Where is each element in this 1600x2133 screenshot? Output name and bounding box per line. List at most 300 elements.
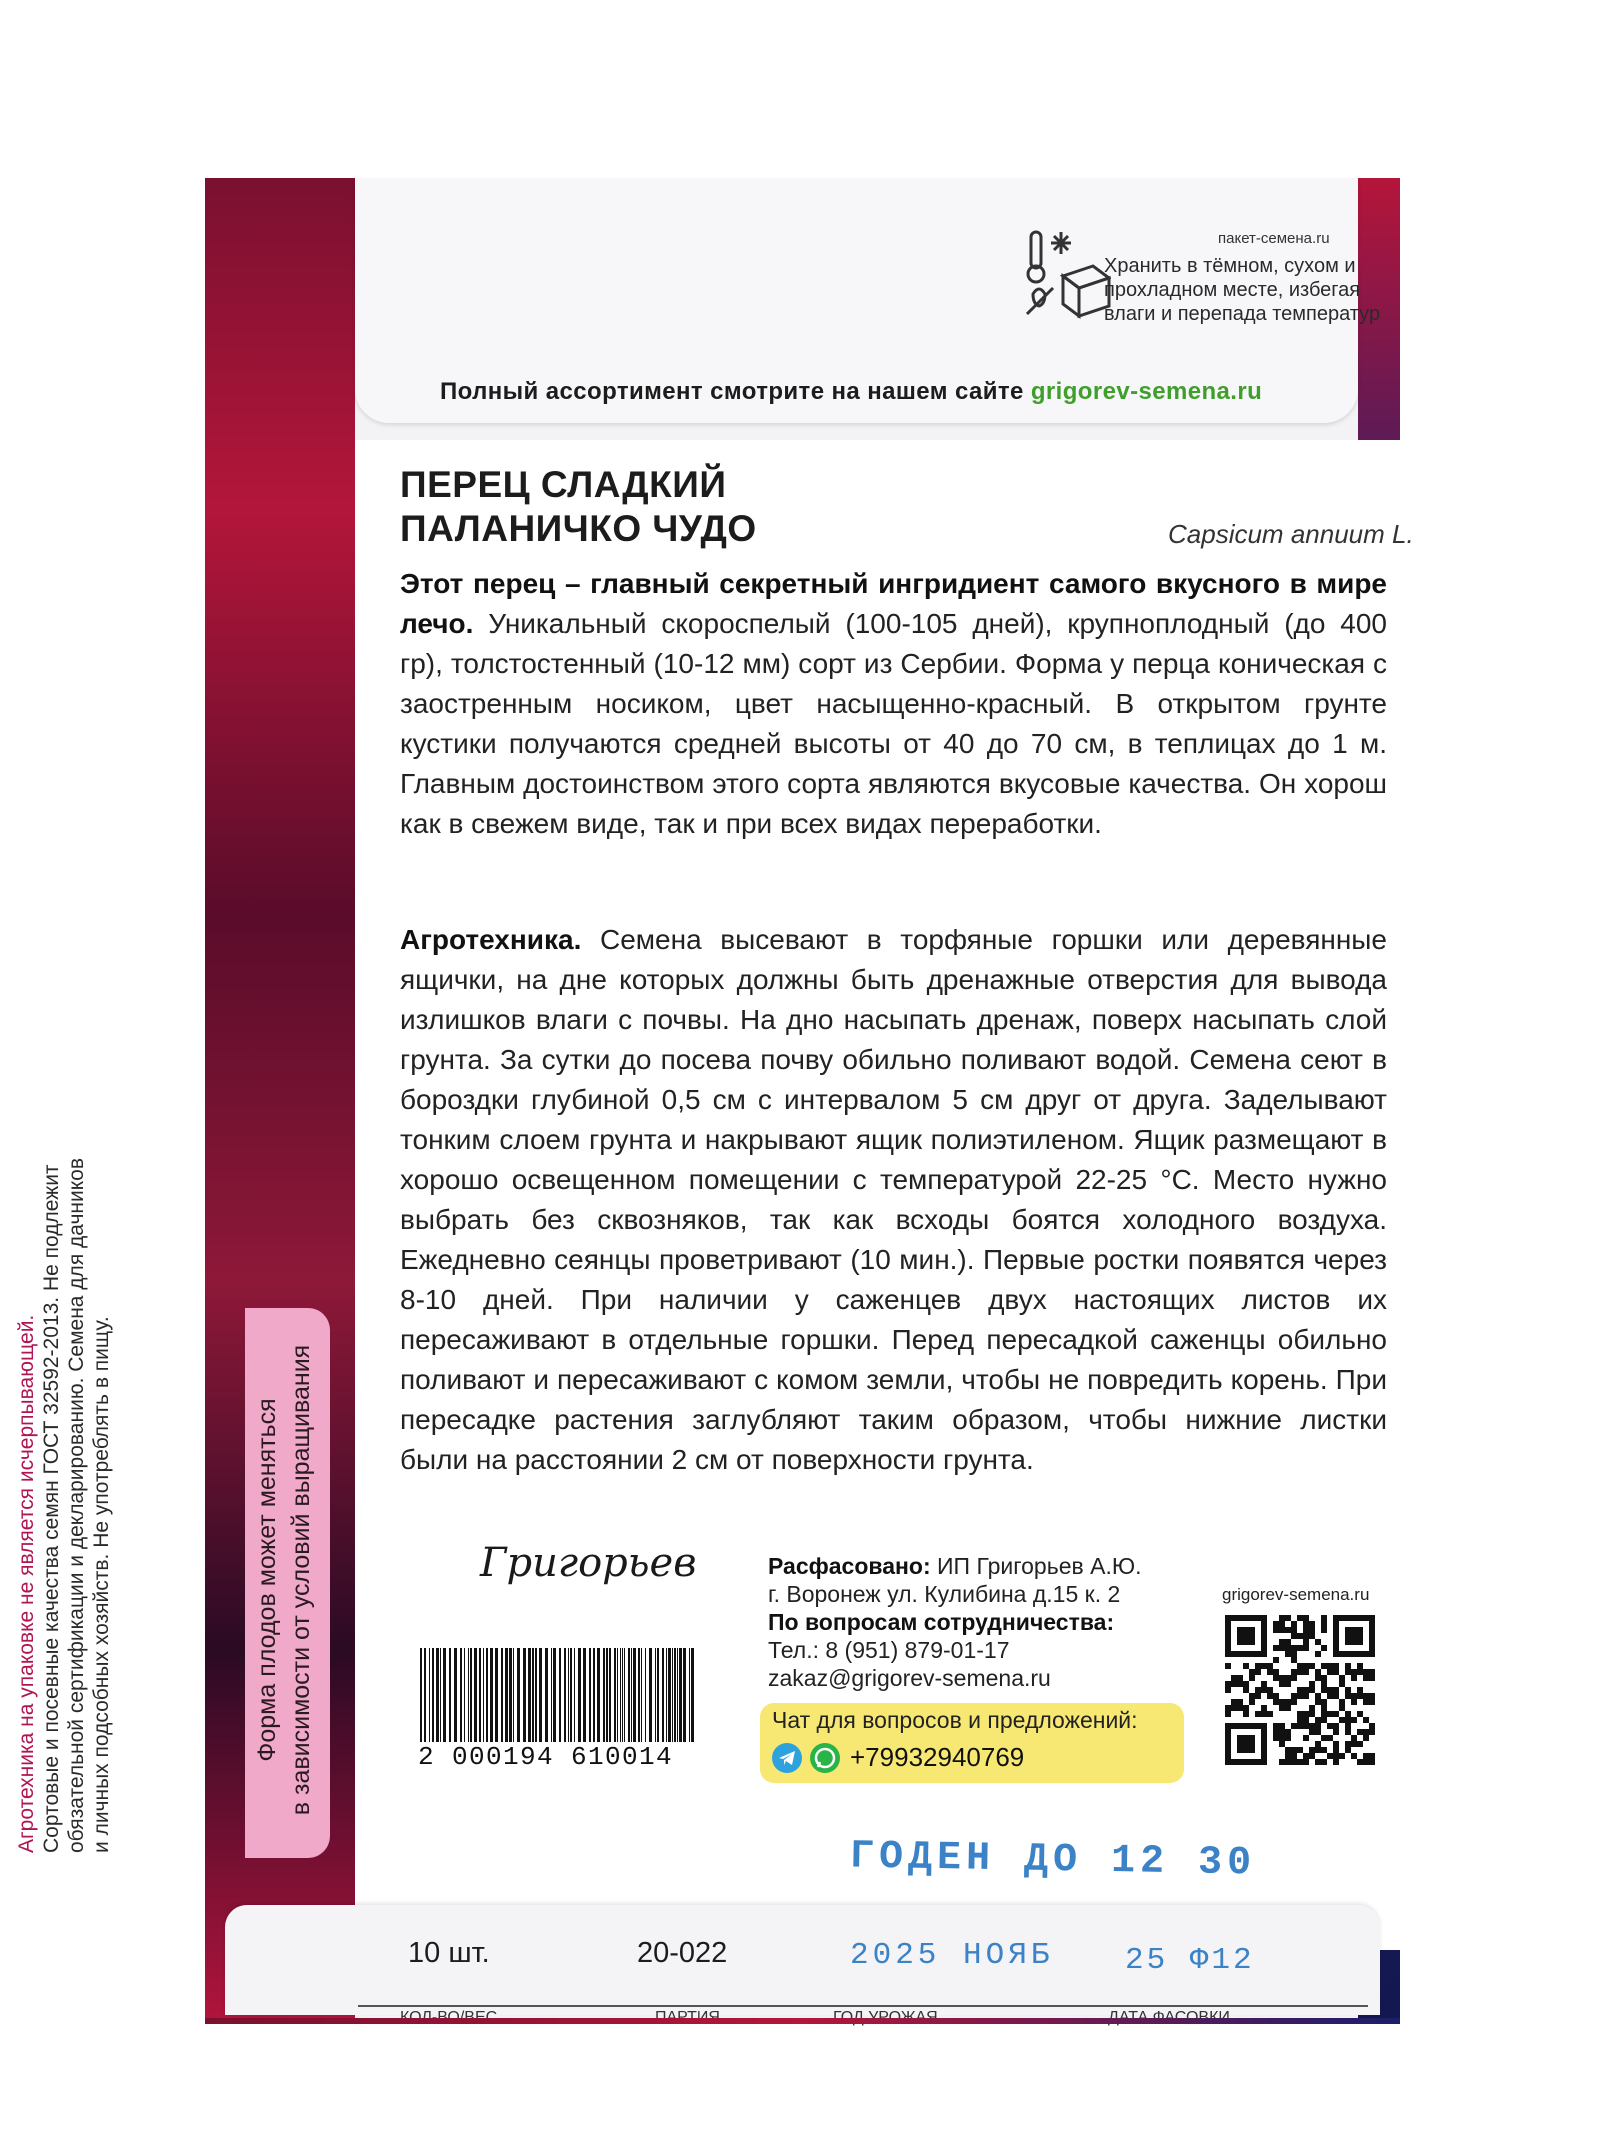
pink-note-line-1: Форма плодов может меняться [253,1398,281,1762]
barcode-number: 2 000194 610014 [418,1742,674,1772]
qr-module [1273,1657,1279,1663]
qr-module [1309,1627,1315,1633]
description-lead: Этот перец – главный секретный ингридиент самого вкусного в мире лечо. [400,568,1387,639]
qr-module [1309,1711,1315,1717]
pink-note-line-2: в зависимости от условий выращивания [287,1344,315,1816]
barcode-bar [559,1648,561,1742]
chat-box [760,1703,1184,1783]
qr-module [1357,1663,1363,1669]
qr-module [1321,1627,1327,1633]
qr-module [1273,1621,1279,1627]
qr-module [1249,1699,1255,1705]
barcode-bar [449,1648,451,1742]
qr-module [1303,1627,1309,1633]
qr-module [1333,1687,1339,1693]
qr-module [1285,1645,1291,1651]
qr-module [1351,1741,1357,1747]
qr-module [1285,1681,1291,1687]
side-line-1: Агротехника на упаковке не является исчерпывающей. [15,1314,38,1853]
qr-module [1243,1711,1249,1717]
qr-module [1261,1681,1267,1687]
qr-module [1291,1621,1297,1627]
qr-module [1309,1723,1315,1729]
qr-module [1273,1675,1279,1681]
qr-module [1315,1723,1321,1729]
barcode-bar [551,1648,552,1742]
qr-module [1309,1705,1315,1711]
barcode-bar [683,1648,686,1742]
qr-module [1273,1645,1279,1651]
qr-module [1291,1753,1297,1759]
qr-module [1351,1693,1357,1699]
qr-module [1345,1669,1351,1675]
barcode-bar [535,1648,537,1742]
qr-module [1351,1735,1357,1741]
qr-module [1321,1681,1327,1687]
qr-module [1279,1681,1285,1687]
qr-module [1237,1735,1255,1753]
qr-module [1321,1759,1327,1765]
qr-module [1321,1699,1327,1705]
packing-stamp: 25 Ф12 [1125,1943,1255,1978]
qr-module [1333,1693,1339,1699]
barcode-bar [432,1648,434,1742]
barcode-bar [691,1648,694,1742]
qr-module [1291,1699,1297,1705]
qr-module [1291,1747,1297,1753]
storage-instructions: Хранить в тёмном, сухом и прохладном месте, избегая влаги и перепада температур [1104,255,1381,325]
qr-module [1345,1723,1351,1729]
qr-module [1333,1747,1339,1753]
qr-module [1351,1753,1357,1759]
qr-module [1333,1723,1339,1729]
qr-module [1291,1723,1297,1729]
qr-module [1315,1747,1321,1753]
qr-module [1255,1711,1261,1717]
packed-label: Расфасовано: [768,1553,931,1579]
qr-module [1279,1705,1285,1711]
harvest-stamp: 2025 НОЯБ [850,1938,1054,1973]
barcode-bar [677,1648,678,1742]
barcode-bar [474,1648,477,1742]
barcode-bar [657,1648,659,1742]
qr-module [1285,1705,1291,1711]
qr-module [1285,1627,1291,1633]
barcode-bar [649,1648,652,1742]
qr-module [1363,1699,1369,1705]
barcode-bar [614,1648,616,1742]
qr-module [1255,1669,1261,1675]
qr-module [1303,1759,1309,1765]
qr-module [1339,1717,1345,1723]
barcode-bar [490,1648,493,1742]
qr-module [1291,1669,1297,1675]
barcode-bar [589,1648,591,1742]
qr-module [1303,1693,1309,1699]
qr-module [1279,1615,1285,1621]
qr-module [1273,1627,1279,1633]
qr-module [1327,1753,1333,1759]
barcode-bar [628,1648,630,1742]
qr-module [1297,1663,1303,1669]
qr-module [1279,1675,1285,1681]
qr-module [1321,1645,1327,1651]
qr-module [1351,1675,1357,1681]
qr-module [1303,1669,1309,1675]
barcode-bar [603,1648,605,1742]
barcode-bar [624,1648,625,1742]
barcode-bar [633,1648,636,1742]
qr-module [1357,1687,1363,1693]
barcode-bar [468,1648,469,1742]
qr-module [1243,1687,1249,1693]
qr-module [1297,1687,1303,1693]
qr-code[interactable] [1225,1615,1375,1765]
qr-module [1327,1669,1333,1675]
address: г. Воронеж ул. Кулибина д.15 к. 2 [768,1581,1121,1607]
qr-module [1339,1699,1345,1705]
barcode-bar [424,1648,426,1742]
qr-module [1231,1681,1237,1687]
packet-bottom-edge [205,2018,1400,2024]
barcode-bar [505,1648,508,1742]
qr-module [1363,1669,1369,1675]
barcode-bar [617,1648,618,1742]
qr-module [1291,1675,1297,1681]
qr-module [1261,1705,1267,1711]
barcode-bar [528,1648,531,1742]
qr-module [1285,1615,1291,1621]
qr-module [1339,1681,1345,1687]
phone: Тел.: 8 (951) 879-01-17 [768,1637,1010,1663]
qr-module [1225,1681,1231,1687]
qr-module [1267,1669,1273,1675]
chat-phone[interactable]: +79932940769 [850,1742,1025,1772]
qr-module [1363,1717,1369,1723]
barcode-bar [440,1648,441,1742]
qr-module [1339,1675,1345,1681]
assortment-line [440,378,1262,406]
qr-module [1237,1681,1243,1687]
qr-module [1345,1693,1351,1699]
qr-module [1333,1759,1339,1765]
agrotech-paragraph [400,920,1387,1480]
qr-module [1333,1663,1339,1669]
description-paragraph [400,564,1387,844]
whatsapp-icon[interactable] [810,1743,840,1773]
expiry-stamp: ГОДЕН ДО 12 30 [849,1834,1257,1887]
qr-module [1369,1699,1375,1705]
packed-value: ИП Григорьев А.Ю. [930,1553,1142,1579]
qr-module [1243,1663,1249,1669]
qr-module [1303,1711,1309,1717]
barcode-bar [564,1648,566,1742]
qr-module [1285,1639,1291,1645]
barcode-bar [620,1648,621,1742]
qr-site-label: grigorev-semena.ru [1222,1585,1370,1604]
barcode-bar [570,1648,572,1742]
qr-module [1303,1639,1309,1645]
contacts-block [768,1552,1141,1692]
qr-module [1255,1693,1261,1699]
qr-module [1291,1759,1297,1765]
barcode-bar [662,1648,664,1742]
qr-module [1303,1687,1309,1693]
qr-module [1285,1729,1291,1735]
qr-module [1303,1615,1309,1621]
barcode-bar [666,1648,667,1742]
qr-module [1321,1717,1327,1723]
barcode-bar [622,1648,623,1742]
qr-module [1309,1729,1315,1735]
email[interactable]: zakaz@grigorev-semena.ru [768,1665,1051,1691]
barcode-bar [513,1648,514,1742]
qr-module [1255,1663,1261,1669]
title-line-1: ПЕРЕЦ СЛАДКИЙ [400,464,727,505]
qr-module [1363,1675,1369,1681]
qr-module [1261,1711,1267,1717]
qr-module [1369,1693,1375,1699]
qr-module [1363,1759,1369,1765]
barcode-bar [486,1648,488,1742]
site-link[interactable]: grigorev-semena.ru [1030,378,1263,405]
side-line-2: Сортовые и посевные качества семян ГОСТ 32592-2013. Не подлежит [40,1164,63,1853]
qr-module [1303,1735,1309,1741]
qr-module [1357,1693,1363,1699]
qr-module [1237,1699,1243,1705]
qr-module [1357,1729,1363,1735]
qr-module [1333,1711,1339,1717]
qr-module [1285,1735,1291,1741]
qr-module [1321,1747,1327,1753]
qr-module [1369,1753,1375,1759]
qr-module [1279,1741,1285,1747]
side-legal-text [14,463,114,1853]
qr-module [1315,1639,1321,1645]
qr-module [1279,1759,1285,1765]
barcode-bar [501,1648,503,1742]
qr-module [1231,1675,1237,1681]
qr-module [1225,1663,1231,1669]
qr-module [1369,1669,1375,1675]
agrotech-label: Агротехника. [400,924,582,955]
qr-module [1315,1693,1321,1699]
barcode-bar [443,1648,446,1742]
coop-label: По вопросам сотрудничества: [768,1609,1115,1635]
qr-module [1291,1657,1297,1663]
qr-module [1327,1693,1333,1699]
qr-module [1315,1699,1321,1705]
qr-module [1339,1753,1345,1759]
quantity-value: 10 шт. [408,1937,490,1969]
qr-module [1297,1633,1303,1639]
barcode-bar [470,1648,472,1742]
qr-module [1315,1669,1321,1675]
side-line-4: и личных подсобных хозяйств. Не употреблять в пищу. [90,1316,113,1853]
qr-module [1285,1747,1291,1753]
barcode-bar [593,1648,595,1742]
qr-module [1345,1717,1351,1723]
qr-module [1267,1693,1273,1699]
barcode-bar [553,1648,556,1742]
barcode-bar [436,1648,439,1742]
qr-module [1285,1699,1291,1705]
thermometer-icon [1028,232,1044,282]
pink-note [250,1310,330,1850]
qr-module [1291,1645,1297,1651]
barcode-bar [495,1648,498,1742]
box-icon [1063,266,1109,316]
qr-module [1357,1669,1363,1675]
barcode-bar [568,1648,569,1742]
qr-module [1327,1663,1333,1669]
qr-module [1285,1675,1291,1681]
qr-module [1297,1615,1303,1621]
qr-module [1315,1717,1321,1723]
qr-module [1315,1729,1321,1735]
qr-module [1225,1687,1231,1693]
qr-module [1273,1669,1279,1675]
qr-module [1291,1633,1297,1639]
latin-name: Capsicum annuum L. [1168,519,1414,549]
barcode-bar [689,1648,690,1742]
barcode-bar [523,1648,526,1742]
qr-module [1327,1687,1333,1693]
qr-module [1297,1759,1303,1765]
qr-module [1345,1663,1351,1669]
qr-module [1321,1615,1327,1621]
qr-module [1279,1699,1285,1705]
qr-module [1273,1735,1279,1741]
brand-logo: Григорьев [480,1540,697,1586]
barcode-bar [609,1648,611,1742]
qr-module [1243,1705,1249,1711]
barcode-bar [668,1648,671,1742]
qr-module [1345,1711,1351,1717]
qr-module [1279,1627,1285,1633]
qr-module [1231,1705,1237,1711]
qr-module [1225,1705,1231,1711]
qr-module [1321,1621,1327,1627]
qr-module [1237,1627,1255,1645]
qr-module [1261,1663,1267,1669]
qr-module [1303,1621,1309,1627]
barcode-bar [479,1648,481,1742]
footer-divider [358,2005,1368,2007]
qr-module [1279,1621,1285,1627]
qr-module [1363,1729,1369,1735]
qr-module [1267,1663,1273,1669]
qr-module [1231,1699,1237,1705]
barcode-bar [517,1648,520,1742]
qr-module [1261,1687,1267,1693]
qr-module [1369,1759,1375,1765]
qr-module [1357,1711,1363,1717]
qr-module [1303,1645,1309,1651]
qr-module [1279,1645,1285,1651]
qr-module [1321,1663,1327,1669]
barcode-bar [606,1648,608,1742]
qr-module [1309,1621,1315,1627]
qr-module [1255,1687,1261,1693]
barcode-bar [420,1648,422,1742]
qr-module [1297,1693,1303,1699]
qr-module [1357,1741,1363,1747]
qr-module [1345,1627,1363,1645]
qr-module [1285,1753,1291,1759]
qr-module [1297,1669,1303,1675]
qr-module [1285,1651,1291,1657]
qr-module [1369,1729,1375,1735]
qr-module [1321,1687,1327,1693]
qr-module [1273,1729,1279,1735]
title-line-2: ПАЛАНИЧКО ЧУДО [400,508,757,549]
qr-module [1351,1699,1357,1705]
qr-module [1249,1693,1255,1699]
qr-module [1285,1759,1291,1765]
description-body: Уникальный скороспелый (100-105 дней), крупноплодный (до 400 гр), толстостенный (10-12 мм) сорт из Сербии. Форма у перца коническая с заостренным носиком, цвет насыщенно-красный. В открытом грунте кустики получаются средней высоты от 40 до 70 см, в теплицах до 1 м. Главным достоинством этого сорта являются вкусовые качества. Он хорош как в свежем виде, так и при всех видах переработки. [400,608,1387,839]
qr-module [1339,1705,1345,1711]
packed-by [768,1552,1141,1580]
qr-module [1273,1699,1279,1705]
qr-module [1249,1669,1255,1675]
barcode-bar [645,1648,646,1742]
qr-module [1279,1723,1285,1729]
qr-module [1279,1735,1285,1741]
barcode-bar [597,1648,600,1742]
qr-module [1303,1663,1309,1669]
qr-module [1297,1711,1303,1717]
qr-module [1327,1723,1333,1729]
qr-module [1345,1747,1351,1753]
qr-module [1363,1753,1369,1759]
barcode-bar [539,1648,542,1742]
qr-module [1369,1675,1375,1681]
chat-label: Чат для вопросов и предложений: [772,1707,1138,1733]
qr-module [1309,1681,1315,1687]
qr-module [1243,1681,1249,1687]
batch-value: 20-022 [637,1937,728,1969]
assortment-prefix: Полный ассортимент смотрите на нашем сайте [440,378,1024,405]
qr-module [1267,1711,1273,1717]
qr-module [1267,1687,1273,1693]
qr-module [1363,1693,1369,1699]
qr-module [1303,1633,1309,1639]
qr-module [1297,1645,1303,1651]
qr-module [1309,1753,1315,1759]
qr-module [1321,1711,1327,1717]
qr-module [1315,1741,1321,1747]
barcode-bar [454,1648,457,1742]
qr-module [1351,1669,1357,1675]
qr-module [1333,1741,1339,1747]
qr-module [1345,1687,1351,1693]
qr-module [1321,1705,1327,1711]
qr-module [1291,1651,1297,1657]
qr-module [1333,1753,1339,1759]
barcode-bar [483,1648,484,1742]
qr-module [1309,1663,1315,1669]
telegram-icon[interactable] [772,1743,802,1773]
packet-site-label: пакет-семена.ru [1218,230,1330,247]
qr-module [1333,1729,1339,1735]
qr-module [1351,1717,1357,1723]
qr-module [1279,1639,1285,1645]
barcode-bar [672,1648,673,1742]
qr-module [1333,1669,1339,1675]
barcode-bar [655,1648,656,1742]
no-water-icon [1027,288,1053,314]
